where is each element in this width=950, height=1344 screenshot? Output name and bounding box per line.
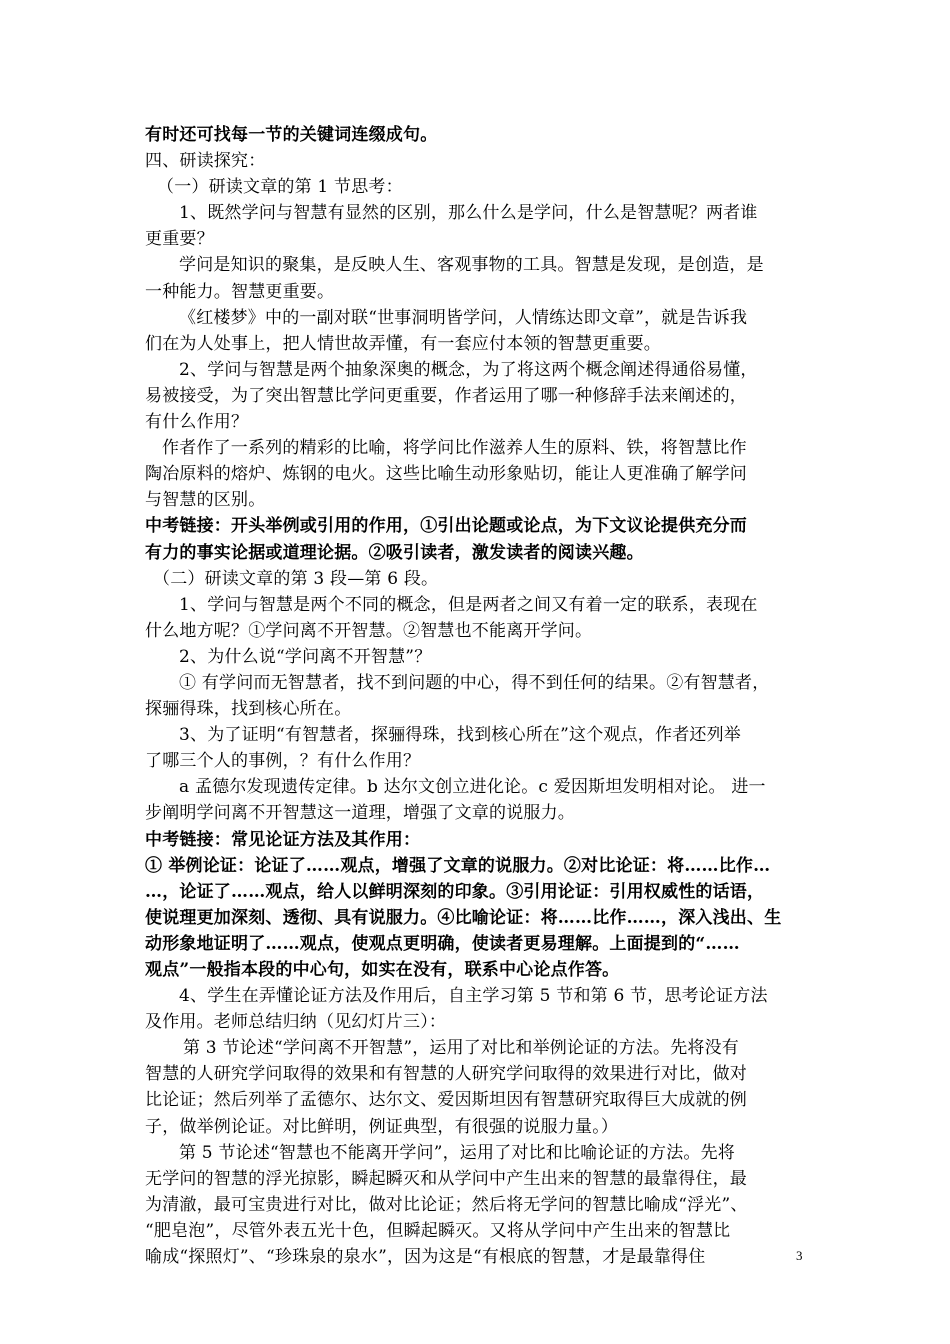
text-line: a 孟德尔发现遗传定律。b 达尔文创立进化论。c 爱因斯坦发明相对论。 进一 bbox=[179, 777, 766, 798]
text-line: 中考链接：常见论证方法及其作用： bbox=[145, 829, 421, 850]
text-line: 智慧的人研究学问取得的效果和有智慧的人研究学问取得的效果进行对比，做对 bbox=[145, 1064, 747, 1085]
page-body bbox=[145, 122, 813, 1270]
text-line: 子，做举例论证。对比鲜明，例证典型，有很强的说服力量。） bbox=[145, 1116, 619, 1137]
text-line: 学问是知识的聚集，是反映人生、客观事物的工具。智慧是发现，是创造，是 bbox=[179, 255, 764, 276]
text-line: 四、研读探究： bbox=[145, 151, 266, 172]
text-line: 2、学问与智慧是两个抽象深奥的概念，为了将这两个概念阐述得通俗易懂， bbox=[179, 359, 758, 380]
text-line: （二）研读文章的第 3 段—第 6 段。 bbox=[153, 568, 439, 589]
text-line: 探骊得珠，找到核心所在。 bbox=[145, 699, 352, 720]
text-line: 一种能力。智慧更重要。 bbox=[145, 281, 335, 302]
text-line: 什么地方呢？①学问离不开智慧。②智慧也不能离开学问。 bbox=[145, 620, 593, 641]
text-line: ① 有学问而无智慧者，找不到问题的中心，得不到任何的结果。②有智慧者， bbox=[179, 672, 770, 693]
text-line: 1、既然学问与智慧有显然的区别，那么什么是学问，什么是智慧呢？两者谁 bbox=[179, 203, 758, 224]
text-line: 使说理更加深刻、透彻、具有说服力。④比喻论证：将……比作……，深入浅出、生 bbox=[145, 907, 782, 928]
text-line: （一）研读文章的第 1 节思考： bbox=[157, 177, 403, 198]
text-line: 们在为人处事上，把人情世故弄懂，有一套应付本领的智慧更重要。 bbox=[145, 333, 661, 354]
text-line: 4、学生在弄懂论证方法及作用后，自主学习第 5 节和第 6 节，思考论证方法 bbox=[179, 986, 768, 1007]
text-line: 中考链接：开头举例或引用的作用，①引出论题或论点，为下文议论提供充分而 bbox=[145, 516, 747, 537]
text-line: 作者作了一系列的精彩的比喻，将学问比作滋养人生的原料、铁，将智慧比作 bbox=[162, 438, 747, 459]
text-line: 及作用。老师总结归纳（见幻灯片三）： bbox=[145, 1012, 447, 1033]
text-line: 有什么作用？ bbox=[145, 412, 249, 433]
text-line: 无学问的智慧的浮光掠影，瞬起瞬灭和从学问中产生出来的智慧的最靠得住，最 bbox=[145, 1168, 747, 1189]
text-line: ① 举例论证：论证了……观点，增强了文章的说服力。②对比论证：将……比作… bbox=[145, 855, 771, 876]
text-line: 比论证；然后列举了孟德尔、达尔文、爱因斯坦因有智慧研究取得巨大成就的例 bbox=[145, 1090, 747, 1111]
text-line: 为清澈，最可宝贵进行对比，做对比论证；然后将无学问的智慧比喻成“浮光”、 bbox=[145, 1194, 748, 1215]
text-line: 第 5 节论述“智慧也不能离开学问”，运用了对比和比喻论证的方法。先将 bbox=[179, 1142, 736, 1163]
text-line: 第 3 节论述“学问离不开智慧”，运用了对比和举例论证的方法。先将没有 bbox=[183, 1038, 740, 1059]
text-line: 有力的事实论据或道理论据。②吸引读者，激发读者的阅读兴趣。 bbox=[145, 542, 644, 563]
text-line: 有时还可找每一节的关键词连缀成句。 bbox=[145, 125, 438, 145]
text-line: 《红楼梦》中的一副对联“世事洞明皆学问，人情练达即文章”，就是告诉我 bbox=[179, 307, 748, 328]
text-line: 与智慧的区别。 bbox=[145, 490, 266, 511]
text-line: 喻成“探照灯”、“珍珠泉的泉水”，因为这是“有根底的智慧，才是最靠得住 bbox=[145, 1247, 706, 1268]
text-line: 3、为了证明“有智慧者，探骊得珠，找到核心所在”这个观点，作者还列举 bbox=[179, 725, 741, 746]
text-line: 陶冶原料的熔炉、炼钢的电火。这些比喻生动形象贴切，能让人更准确了解学问 bbox=[145, 464, 747, 485]
text-line: 更重要？ bbox=[145, 229, 214, 250]
text-line: 观点”一般指本段的中心句，如实在没有，联系中心论点作答。 bbox=[145, 960, 620, 980]
text-line: …，论证了……观点，给人以鲜明深刻的印象。③引用论证：引用权威性的话语， bbox=[145, 881, 765, 902]
text-line: “肥皂泡”，尽管外表五光十色，但瞬起瞬灭。又将从学问中产生出来的智慧比 bbox=[145, 1220, 731, 1241]
text-line: 1、学问与智慧是两个不同的概念，但是两者之间又有着一定的联系，表现在 bbox=[179, 594, 758, 615]
text-line: 易被接受，为了突出智慧比学问更重要，作者运用了哪一种修辞手法来阐述的， bbox=[145, 385, 747, 406]
text-line: 步阐明学问离不开智慧这一道理，增强了文章的说服力。 bbox=[145, 803, 575, 824]
text-line: 2、为什么说“学问离不开智慧”？ bbox=[179, 646, 432, 667]
text-line: 动形象地证明了……观点，使观点更明确，使读者更易理解。上面提到的“…… bbox=[145, 933, 740, 954]
page-number: 3 bbox=[796, 1248, 803, 1263]
text-line: 了哪三个人的事例，？有什么作用？ bbox=[145, 751, 421, 772]
